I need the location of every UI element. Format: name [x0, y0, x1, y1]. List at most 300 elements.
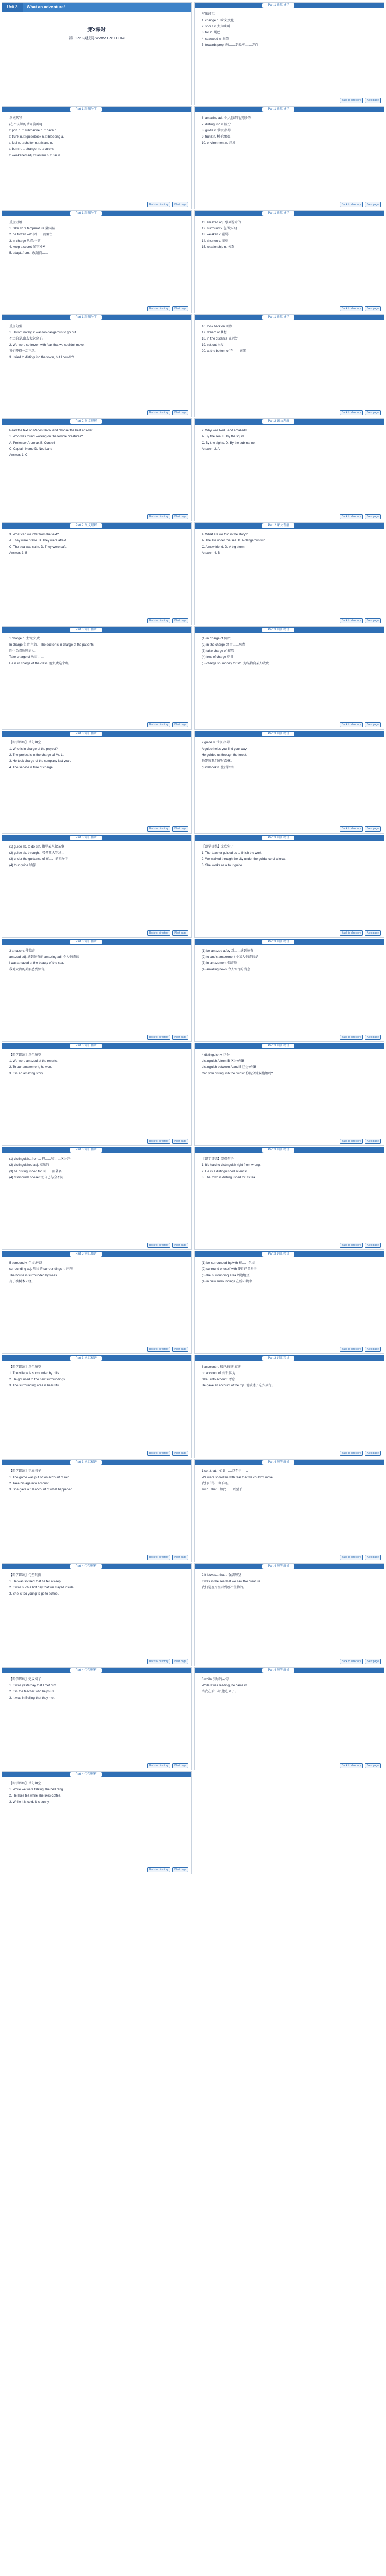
prev-button[interactable]: Back to directory [147, 410, 170, 415]
slide-s4 [194, 106, 384, 209]
prev-button[interactable]: Back to directory [147, 826, 170, 832]
content-line: 13. weaken v. 削弱 [202, 233, 229, 236]
slide-topbar [195, 523, 384, 529]
section-tag: Part 4 句型解析 [262, 1668, 294, 1673]
prev-button[interactable]: Back to directory [147, 1139, 170, 1144]
lesson-title: 第2课时 [87, 27, 106, 33]
next-button[interactable]: Next page [365, 618, 381, 623]
slide-content [202, 948, 379, 1034]
prev-button[interactable]: Back to directory [340, 514, 363, 519]
slide-s15 [2, 731, 192, 834]
slide-content [9, 1365, 186, 1450]
slide-content [202, 220, 379, 306]
slide-topbar [2, 1147, 191, 1153]
next-button[interactable]: Next page [365, 1347, 381, 1352]
slide-content [202, 1365, 379, 1450]
section-tag: Part 1 新知导学 [70, 107, 102, 112]
content-line: He gave an account of the trip. 他描述了这次旅行。 [202, 1384, 275, 1387]
prev-button[interactable]: Back to directory [340, 202, 363, 207]
content-line: (在不认识的单词前画×) [9, 123, 42, 126]
slide-footer [340, 618, 381, 623]
content-line: 5 surround v. 包围;环绕 [9, 1261, 42, 1265]
next-button[interactable]: Next page [172, 826, 188, 832]
slide-content [202, 1157, 379, 1242]
content-line: 18. in the distance 在远处 [202, 337, 238, 341]
slide-content [202, 532, 379, 618]
prev-button[interactable]: Back to directory [340, 1555, 363, 1560]
content-line: 11. amazed adj. 感到惊奇的 [202, 221, 241, 224]
content-line: 2. He is a distinguished scientist. [202, 1170, 248, 1173]
slide-content [202, 428, 379, 514]
content-line: 1. It was yesterday that I met him. [9, 1684, 57, 1687]
prev-button[interactable]: Back to directory [340, 306, 363, 311]
content-line: (1) distinguish...from... 把……和……区分开 [9, 1157, 71, 1161]
section-tag: Part 3 词汇精讲 [262, 1148, 294, 1153]
slide-s5 [2, 210, 192, 313]
slide-s11 [2, 522, 192, 625]
content-line: 4 distinguish v. 区分 [202, 1053, 230, 1057]
slide-content [9, 740, 186, 826]
prev-button[interactable]: Back to directory [147, 722, 170, 727]
slide-footer [340, 722, 381, 727]
content-line: 3. The town is distinguished for its tea. [202, 1176, 256, 1179]
prev-button[interactable]: Back to directory [147, 1867, 170, 1872]
content-line: (3) in amazement 惊奇地 [202, 961, 237, 965]
content-line: 17. dream of 梦想 [202, 331, 227, 334]
content-line: 6 account n. 账户;描述;叙述 [202, 1365, 241, 1369]
content-line: □ burn n. □ stranger n. □ cure v. [9, 147, 54, 151]
slide-footer [340, 306, 381, 311]
slide-footer [147, 1139, 188, 1144]
content-line: (5) charge sb. money for sth. 为某物向某人收费 [202, 662, 269, 665]
content-line: A. Professor Aronnax B. Conseil [9, 441, 55, 445]
slide-topbar [2, 835, 191, 841]
content-line: We were so frozen with fear that we couldn't move. [202, 1476, 274, 1479]
content-line: 3. He took charge of the company last year. [9, 759, 71, 763]
content-line: 3. It was in Beijing that they met. [9, 1696, 56, 1700]
slide-s10 [194, 418, 384, 521]
section-tag: Part 4 句型解析 [70, 1772, 102, 1777]
content-line: 不幸的是,出去太危险了。 [9, 337, 45, 341]
prev-button[interactable]: Back to directory [147, 930, 170, 936]
next-button[interactable]: Next page [172, 1763, 188, 1768]
slide-s8 [194, 314, 384, 417]
content-line: 3. She works as a tour guide. [202, 863, 243, 867]
slide-footer [340, 1347, 381, 1352]
section-tag: Part 1 新知导学 [262, 315, 294, 320]
slide-s25 [2, 1251, 192, 1354]
prev-button[interactable]: Back to directory [147, 514, 170, 519]
content-line: 3. It is an amazing story. [9, 1072, 44, 1075]
title-slide [2, 2, 192, 105]
slide-topbar [2, 1460, 191, 1465]
slide-content [9, 428, 186, 514]
content-line: 5. towards prep. 向……走去;朝……方向 [202, 43, 258, 47]
content-line: 重点句型 [9, 325, 22, 328]
next-button[interactable]: Next page [365, 98, 381, 103]
next-button[interactable]: Next page [365, 306, 381, 311]
slide-topbar [2, 1355, 191, 1361]
content-line: It was in the sea that we saw the creature. [202, 1580, 261, 1583]
content-line: 3. While it is cold, it is sunny. [9, 1800, 50, 1804]
slide-s13 [2, 626, 192, 730]
content-line: A. By the sea. B. By the squid. [202, 435, 245, 438]
slide-topbar [195, 1355, 384, 1361]
section-tag: Part 1 新知导学 [70, 211, 102, 216]
slide-s2 [194, 2, 384, 105]
slide-s31 [2, 1563, 192, 1666]
content-line: 3. She is too young to go to school. [9, 1592, 59, 1596]
content-line: (3) be distinguished for 因……而著名 [9, 1170, 62, 1173]
prev-button[interactable]: Back to directory [340, 1659, 363, 1664]
next-button[interactable]: Next page [365, 826, 381, 832]
section-tag: Part 2 课文理解 [262, 523, 294, 528]
content-line: A. They were brave. B. They were afraid. [9, 539, 67, 543]
slide-footer [147, 930, 188, 936]
slide-content [202, 1677, 379, 1762]
content-line: 他带领我们穿过森林。 [202, 759, 234, 763]
content-line: 2. To our amazement, he won. [9, 1065, 52, 1069]
slide-s16 [194, 731, 384, 834]
next-button[interactable]: Next page [172, 1555, 188, 1560]
prev-button[interactable]: Back to directory [340, 826, 363, 832]
content-line: 8. guide v. 带领;指导 [202, 129, 231, 132]
content-line: 16. look back on 回顾 [202, 325, 233, 328]
content-line: 10. environment n. 环境 [202, 141, 236, 145]
content-line: 1. The teacher guided us to finish the work. [202, 851, 263, 855]
content-line: (2) in the charge of 由……负责 [202, 643, 245, 647]
content-line: 2. He likes tea while she likes coffee. [9, 1794, 61, 1798]
prev-button[interactable]: Back to directory [147, 1659, 170, 1664]
slide-footer [340, 1659, 381, 1664]
slide-s29 [2, 1459, 192, 1562]
slide-content [202, 1573, 379, 1658]
content-line: such...that... 如此……以至于…… [202, 1488, 249, 1492]
content-line: Answer: 1. C [9, 453, 28, 457]
next-button[interactable]: Next page [172, 1347, 188, 1352]
site-text: 第一PPT模板网-WWW.1PPT.COM [69, 37, 125, 40]
content-line: 3 amaze v. 使惊奇 [9, 949, 36, 953]
next-button[interactable]: Next page [365, 202, 381, 207]
content-line: 2. It is the teacher who helps us. [9, 1690, 55, 1693]
content-line: (2) distinguished adj. 杰出的 [9, 1163, 49, 1167]
content-line: He guided us through the forest. [202, 753, 248, 757]
content-line: (1) in charge of 负责 [202, 637, 231, 640]
content-line: Answer: 3. B [9, 551, 28, 555]
slide-content [9, 1781, 186, 1867]
slide-topbar [2, 315, 191, 320]
slide-content [9, 1261, 186, 1346]
slide-footer [147, 1035, 188, 1040]
slide-s7 [2, 314, 192, 417]
slide-footer [340, 98, 381, 103]
prev-button[interactable]: Back to directory [340, 1763, 363, 1768]
content-line: 4. The service is free of charge. [9, 766, 54, 769]
content-line: 【即学即练】单句填空 [9, 1053, 41, 1057]
content-line: 14. shorten v. 缩短 [202, 239, 229, 243]
slide-s19 [2, 939, 192, 1042]
slide-footer [340, 826, 381, 832]
content-line: 2. We were so frozen with fear that we couldn't move. [9, 343, 85, 347]
content-line: 当我在看书时,他进来了。 [202, 1690, 238, 1693]
slide-content [9, 1469, 186, 1554]
slide-content [9, 1677, 186, 1762]
slide-footer [340, 1451, 381, 1456]
slide-topbar [195, 627, 384, 633]
content-line: (3) under the guidance of 在……的指导下 [9, 857, 68, 861]
prev-button[interactable]: Back to directory [340, 1035, 363, 1040]
content-line: (3) take charge of 接管 [202, 649, 234, 653]
slide-topbar [2, 731, 191, 737]
prev-button[interactable]: Back to directory [340, 1139, 363, 1144]
content-line: 3 while 引导的从句 [202, 1677, 229, 1681]
banner-title: What an adventure! [23, 3, 191, 12]
content-line: (4) distinguish oneself 使自己与众不同 [9, 1176, 64, 1179]
next-button[interactable]: Next page [365, 1451, 381, 1456]
section-tag: Part 3 词汇精讲 [70, 1148, 102, 1153]
content-line: 我们吓得一动不动。 [9, 349, 38, 353]
content-line: take...into account 考虑…… [202, 1378, 241, 1381]
slide-footer [340, 514, 381, 519]
content-line: 7. distinguish v. 区分 [202, 123, 231, 126]
content-line: (1) be amazed at/by 对……感到惊奇 [202, 949, 254, 953]
content-line: Answer: 4. B [202, 551, 220, 555]
section-tag: Part 1 新知导学 [262, 3, 294, 8]
content-line: □ fuel n. □ shelter n. □ island n. [9, 141, 54, 145]
content-line: 我们吓得一动不动。 [202, 1482, 231, 1485]
slide-s17 [2, 835, 192, 938]
slide-topbar [195, 315, 384, 320]
content-line: 3. I tried to distinguish the voice, but I couldn't. [9, 355, 75, 359]
next-button[interactable]: Next page [365, 1555, 381, 1560]
slide-content [9, 220, 186, 306]
slide-footer [340, 1139, 381, 1144]
section-tag: Part 2 课文理解 [70, 523, 102, 528]
next-button[interactable]: Next page [172, 722, 188, 727]
slide-footer [147, 1347, 188, 1352]
prev-button[interactable]: Back to directory [147, 306, 170, 311]
content-line: 【即学即练】单句填空 [9, 1782, 41, 1785]
slide-content [9, 1053, 186, 1138]
slide-s35 [2, 1771, 192, 1874]
slide-footer [147, 722, 188, 727]
content-line: 单词默写 [9, 116, 22, 120]
next-button[interactable]: Next page [172, 1243, 188, 1248]
section-tag: Part 3 词汇精讲 [70, 1252, 102, 1257]
next-button[interactable]: Next page [172, 930, 188, 936]
section-tag: Part 3 词汇精讲 [70, 628, 102, 632]
prev-button[interactable]: Back to directory [340, 618, 363, 623]
slide-footer [147, 1451, 188, 1456]
content-line: Can you distinguish the twins? 你能分辨双胞胎吗? [202, 1072, 273, 1075]
section-tag: Part 1 新知导学 [70, 315, 102, 320]
content-line: 1. The game was put off on account of rain. [9, 1476, 71, 1479]
content-line: 2. be frozen with 因……而僵住 [9, 233, 53, 236]
slide-content [202, 636, 379, 722]
next-button[interactable]: Next page [172, 306, 188, 311]
next-button[interactable]: Next page [365, 410, 381, 415]
prev-button[interactable]: Back to directory [147, 202, 170, 207]
content-line: While I was reading, he came in. [202, 1684, 248, 1687]
slide-topbar [2, 523, 191, 529]
section-tag: Part 4 句型解析 [70, 1668, 102, 1673]
content-line: 1. We were amazed at the results. [9, 1059, 58, 1063]
content-line: A. The life under the sea. B. A dangerous trip. [202, 539, 266, 543]
prev-button[interactable]: Back to directory [340, 410, 363, 415]
slide-footer [147, 826, 188, 832]
content-line: 6. amazing adj. 令人惊奇的;美妙的 [202, 116, 251, 120]
slide-footer [147, 1763, 188, 1768]
next-button[interactable]: Next page [172, 410, 188, 415]
content-line: 1 so...that... 如此……以至于…… [202, 1469, 248, 1473]
prev-button[interactable]: Back to directory [147, 618, 170, 623]
next-button[interactable]: Next page [365, 1763, 381, 1768]
slide-s33 [2, 1667, 192, 1770]
slide-footer [340, 410, 381, 415]
content-line: (4) in new surroundings 在新环境中 [202, 1280, 252, 1283]
content-line: (3) the surrounding area 周边地区 [202, 1274, 250, 1277]
content-line: 2 guide v. 带领;指导 [202, 741, 230, 744]
content-line: amazed adj. 感到惊奇的 amazing adj. 令人惊奇的 [9, 955, 79, 959]
slide-topbar [195, 107, 384, 112]
content-line: 1. It's hard to distinguish right from wrong. [202, 1163, 261, 1167]
content-line: (4) free of charge 免费 [202, 655, 234, 659]
slide-topbar [2, 419, 191, 425]
prev-button[interactable]: Back to directory [147, 1347, 170, 1352]
content-line: 1. He was so tired that he fell asleep. [9, 1580, 62, 1583]
prev-button[interactable]: Back to directory [340, 1347, 363, 1352]
section-tag: Part 3 词汇精讲 [70, 1356, 102, 1361]
section-tag: Part 2 课文理解 [262, 419, 294, 424]
slide-footer [340, 202, 381, 207]
content-line: Read the text on Pages 36-37 and choose the best answer. [9, 429, 93, 432]
content-line: 2. It was such a hot day that we stayed inside. [9, 1586, 75, 1589]
next-button[interactable]: Next page [365, 722, 381, 727]
prev-button[interactable]: Back to directory [340, 1243, 363, 1248]
next-button[interactable]: Next page [172, 618, 188, 623]
slide-s21 [2, 1043, 192, 1146]
next-button[interactable]: Next page [365, 514, 381, 519]
content-line: A guide helps you find your way. [202, 747, 248, 751]
slide-footer [147, 410, 188, 415]
unit-badge: Unit 3 [2, 3, 23, 12]
next-button[interactable]: Next page [172, 1035, 188, 1040]
slide-s34 [194, 1667, 384, 1770]
content-line: C. The sea was calm. D. They were safe. [9, 545, 67, 549]
slide-footer [147, 618, 188, 623]
slide-topbar [2, 1564, 191, 1569]
slide-footer [147, 1867, 188, 1872]
prev-button[interactable]: Back to directory [147, 1451, 170, 1456]
next-button[interactable]: Next page [172, 1451, 188, 1456]
prev-button[interactable]: Back to directory [340, 1451, 363, 1456]
slide-footer [147, 514, 188, 519]
content-line: 1. take sb.'s temperature 量体温 [9, 227, 55, 230]
content-line: 写出词汇 [202, 12, 215, 16]
next-button[interactable]: Next page [365, 1035, 381, 1040]
slide-s23 [2, 1147, 192, 1250]
content-line: C. A new friend. D. A big storm. [202, 545, 246, 549]
slide-topbar [195, 1564, 384, 1569]
prev-button[interactable]: Back to directory [147, 1243, 170, 1248]
next-button[interactable]: Next page [365, 930, 381, 936]
next-button[interactable]: Next page [172, 1139, 188, 1144]
slide-topbar [195, 1147, 384, 1153]
content-line: 2. He got used to the new surroundings. [9, 1378, 66, 1381]
slide-s22 [194, 1043, 384, 1146]
slide-content [9, 948, 186, 1034]
prev-button[interactable]: Back to directory [147, 1555, 170, 1560]
next-button[interactable]: Next page [172, 202, 188, 207]
content-line: on account of 由于;因为 [202, 1371, 236, 1375]
slide-content [202, 324, 379, 410]
content-line: 【即学即练】完成句子 [202, 1157, 234, 1161]
content-line: □ trunk n. □ guidebook n. □ bleeding a. [9, 135, 64, 139]
prev-button[interactable]: Back to directory [147, 1763, 170, 1768]
slide-content [202, 740, 379, 826]
next-button[interactable]: Next page [365, 1139, 381, 1144]
content-line: 房子被树木环绕。 [9, 1280, 35, 1283]
content-line: 1. The village is surrounded by hills. [9, 1371, 60, 1375]
slide-topbar [2, 1668, 191, 1673]
slide-topbar [195, 211, 384, 216]
slide-content [9, 844, 186, 930]
section-tag: Part 1 新知导学 [262, 211, 294, 216]
next-button[interactable]: Next page [365, 1243, 381, 1248]
slide-content [9, 1573, 186, 1658]
slide-s28 [194, 1355, 384, 1458]
content-line: 【即学即练】单句填空 [9, 741, 41, 744]
next-button[interactable]: Next page [172, 514, 188, 519]
prev-button[interactable]: Back to directory [147, 1035, 170, 1040]
slide-topbar [195, 1251, 384, 1257]
slide-footer [147, 1243, 188, 1248]
slide-topbar [2, 1772, 191, 1777]
next-button[interactable]: Next page [172, 1867, 188, 1872]
content-line: 3. What can we infer from the text? [9, 533, 59, 536]
content-line: □ port n. □ submarine n. □ cave n. [9, 129, 58, 132]
content-line: □ weakened adj. □ lantern n. □ tail n. [9, 154, 61, 157]
content-line: 2. Take his age into account. [9, 1482, 50, 1485]
slide-topbar [2, 627, 191, 633]
slide-footer [147, 1659, 188, 1664]
content-line: 医生负责照顾病人。 [9, 649, 38, 653]
prev-button[interactable]: Back to directory [340, 98, 363, 103]
content-line: 我对大海的美丽感到惊奇。 [9, 968, 48, 971]
prev-button[interactable]: Back to directory [340, 722, 363, 727]
content-line: 9. trunk n. 树干;象鼻 [202, 135, 231, 139]
prev-button[interactable]: Back to directory [340, 930, 363, 936]
slide-s24 [194, 1147, 384, 1250]
next-button[interactable]: Next page [172, 1659, 188, 1664]
content-line: 【即学即练】句型转换 [9, 1573, 41, 1577]
content-line: 【即学即练】完成句子 [202, 845, 234, 849]
next-button[interactable]: Next page [365, 1659, 381, 1664]
content-line: 2. The project is in the charge of Mr. Li. [9, 753, 64, 757]
slide-topbar [195, 1043, 384, 1049]
content-line: surrounding adj. 周围的 surroundings n. 环境 [9, 1267, 73, 1271]
slide-footer [147, 1555, 188, 1560]
content-line: 3. in charge 负责;主管 [9, 239, 41, 243]
slide-s27 [2, 1355, 192, 1458]
slide-topbar [195, 835, 384, 841]
section-tag: Part 3 词汇精讲 [262, 628, 294, 632]
content-line: He is in charge of the class. 他负责这个班。 [9, 662, 72, 665]
content-line: (2) to one's amazement 令某人惊奇的是 [202, 955, 258, 959]
slide-topbar [195, 939, 384, 945]
content-line: 19. set out 出发 [202, 343, 224, 347]
slide-s14 [194, 626, 384, 730]
